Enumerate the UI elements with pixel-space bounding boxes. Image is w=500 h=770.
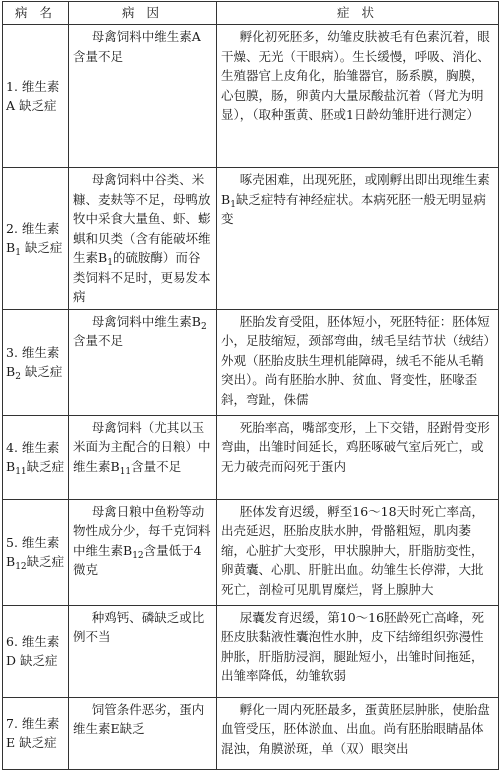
symptom-cell	[217, 415, 499, 499]
cause-text: 饲管条件恶劣，蛋内维生素E缺乏	[73, 701, 205, 736]
cause-text-tail: 含量不足	[73, 333, 124, 348]
disease-name: 2. 维生素	[6, 220, 60, 236]
disease-name-tail: 缺乏症	[26, 554, 65, 569]
cause-text: 母禽饲料中维生素A含量不足	[73, 29, 201, 64]
symptom-text: 尿囊发育迟缓，第10～16胚龄死亡高峰，死胚皮肤黏液性囊泡性水肿，皮下结缔组织弥漫性肿胀，肝脂肪浸润，腿趾短小，出雏时间拖延，出雏率降低，幼雏软弱	[221, 609, 485, 683]
symptom-text: 啄壳困难，出现死胚，或刚孵出即出现维生素B	[221, 172, 490, 207]
symptom-subscript: 1	[230, 199, 236, 210]
cause-subscript: 12	[132, 550, 144, 561]
disease-name-subscript: 2	[15, 372, 21, 382]
header-disease-name: 病 名	[3, 2, 69, 25]
disease-name-subscript: 1	[15, 248, 21, 259]
cause-cell	[69, 697, 217, 769]
symptom-cell	[217, 168, 499, 310]
symptom-text-tail: 缺乏症特有神经症状。本病死胚一般无明显病变	[221, 191, 486, 226]
disease-name-cell	[3, 499, 69, 605]
disease-name: 4. 维生素	[6, 439, 60, 455]
cause-cell	[69, 168, 217, 310]
disease-name-tail: 缺乏症	[20, 364, 63, 379]
cause-subscript: 2	[200, 321, 207, 332]
vitamin-deficiency-table	[2, 1, 499, 770]
disease-name-cell	[3, 309, 69, 415]
symptom-text: 孵化初死胚多，幼雏皮肤被毛有色素沉着，眼干燥、无光（干眼病）。生长缓慢，呼吸、消化、生殖器官上皮角化，胎雏器官，肠系膜，胸膜，心包膜，肠，卵黄内大量尿酸盐沉着（肾尤为明显），（取种蛋黄、胚或1日龄幼雏肝进行测定）	[221, 29, 490, 122]
table-row	[3, 605, 499, 697]
cause-subscript: 11	[119, 466, 132, 477]
cause-text: 母禽饲料中维生素B	[91, 313, 201, 329]
cause-cell	[69, 25, 217, 168]
disease-name-line2: B	[6, 459, 16, 474]
cause-text: 母禽饲料（尤其以玉米面为主配合的日粮）中维生素B	[73, 419, 211, 474]
disease-name-line2: B	[6, 240, 16, 256]
symptom-text: 胚体发育迟缓，孵至16～18天时死亡率高，出壳延迟，胚胎皮肤水肿，骨骼粗短，肌肉萎缩，心脏扩大变形，甲状腺肿大，肝脂肪变性，卵黄囊、心肌、肝脏出血。幼雏生长停滞，大批死亡，剖检可见肌胃糜烂，肾上腺肿大	[221, 503, 485, 597]
cause-text-tail: 含量不足	[131, 458, 182, 474]
cause-cell	[69, 499, 217, 605]
symptom-cell	[217, 697, 499, 769]
header-symptoms: 症 状	[217, 2, 499, 25]
cause-text: 母禽饲料中谷类、米糠、麦麸等不足，母鸭放牧中采食大量鱼、虾、蟛蜞和贝类（含有能破坏维生素B	[73, 172, 211, 265]
disease-name-cell	[3, 697, 69, 769]
disease-name-line2: B	[6, 364, 16, 379]
table-row	[3, 168, 499, 310]
disease-name-cell	[3, 25, 69, 168]
disease-name-line2: B	[6, 554, 16, 569]
disease-name-cell	[3, 168, 69, 310]
symptom-cell	[217, 605, 499, 697]
symptom-text: 孵化一周内死胚最多，蛋黄胚层肿胀，使胎盘血管受压，胚体淤血、出血。尚有胚胎眼睛晶体混浊，角膜淤斑，单（双）眼突出	[221, 701, 490, 756]
cause-text: 母禽日粮中鱼粉等动物性成分少，每千克饲料中维生素B	[73, 503, 211, 558]
table-header-row	[3, 2, 499, 25]
disease-name: 7. 维生素	[6, 715, 60, 731]
cause-cell	[69, 309, 217, 415]
cause-text: 种鸡钙、磷缺乏或比例不当	[73, 609, 205, 644]
symptom-text: 死胎率高，嘴部变形，上下交错，胫跗骨变形弯曲，出雏时间延长，鸡胚啄破气室后死亡，或无力破壳而闷死于蛋内	[221, 419, 490, 474]
table-row	[3, 309, 499, 415]
disease-name: 1. 维生素	[6, 78, 60, 94]
cause-text-tail: 的硫胺酶）而谷类饲料不足时，更易发本病	[73, 250, 211, 304]
disease-name-cell	[3, 415, 69, 499]
disease-name: 5. 维生素	[6, 534, 60, 550]
disease-name-subscript: 12	[15, 562, 27, 572]
disease-name-tail: 缺乏症	[20, 240, 63, 256]
disease-name: 3. 维生素	[6, 344, 60, 360]
disease-name-line2: E 缺乏症	[6, 735, 57, 750]
symptom-cell	[217, 499, 499, 605]
header-cause: 病 因	[69, 2, 217, 25]
table-row	[3, 697, 499, 769]
table-row	[3, 415, 499, 499]
cause-cell	[69, 605, 217, 697]
disease-name-line2: D 缺乏症	[6, 653, 58, 668]
table-row	[3, 499, 499, 605]
disease-name-cell	[3, 605, 69, 697]
symptom-cell	[217, 309, 499, 415]
disease-name: 6. 维生素	[6, 633, 60, 649]
cause-subscript: 1	[107, 258, 113, 268]
disease-name-tail: 缺乏症	[26, 459, 65, 474]
table-row	[3, 25, 499, 168]
cause-cell	[69, 415, 217, 499]
symptom-cell	[217, 25, 499, 168]
symptom-text: 胚胎发育受阻，胚体短小，死胚特征：胚体短小，足肢缩短，颈部弯曲，绒毛呈结节状（绒结）外观（胚胎皮肤生理机能障碍，绒毛不能从毛鞘突出）。尚有胚胎水肿、贫血、肾变性，胚喙歪斜，弯趾，侏儒	[221, 313, 490, 407]
disease-name-line2: A 缺乏症	[6, 98, 57, 113]
disease-name-subscript: 11	[15, 467, 27, 477]
cause-text-tail: 含量低于4微克	[73, 542, 202, 577]
